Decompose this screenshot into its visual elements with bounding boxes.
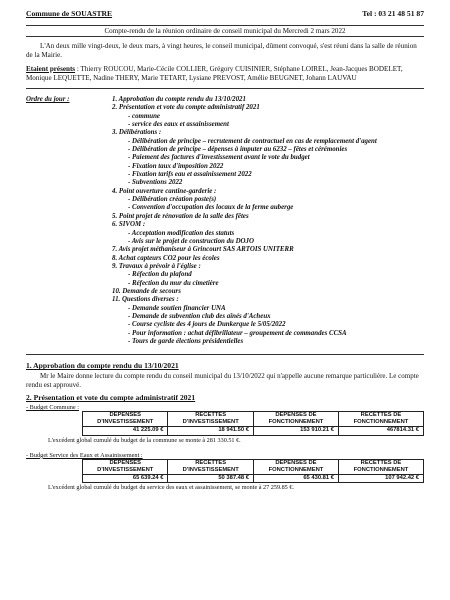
table-cell: 41 225.09 € xyxy=(83,427,168,436)
budget-commune-note: L'excédent global cumulé du budget de la commune se monte à 281 330.51 €. xyxy=(48,436,241,444)
budget-eaux-note: L'excédent global cumulé du budget du service des eaux et assainissement, se monte à 27 259.85 €. xyxy=(48,484,294,492)
budget-eaux-label: - Budget Service des Eaux et Assainissement : xyxy=(26,451,143,459)
budget-eaux-table xyxy=(82,459,424,484)
agenda-item: 2. Présentation et vote du compte administratif 2021 xyxy=(112,104,260,112)
agenda-item: - Demande soutien financier UNA xyxy=(128,304,226,312)
table-header: DEPENSES D'INVESTISSEMENT xyxy=(83,459,168,474)
agenda-item: - Pour information : achat défibrillateur – groupement de commandes CCSA xyxy=(128,329,347,337)
section-1-title-text: 1. Approbation du compte rendu du 13/10/2021 xyxy=(26,361,179,371)
table-header: RECETTES DE FONCTIONNEMENT xyxy=(338,459,423,474)
agenda-item: 1. Approbation du compte rendu du 13/10/2021 xyxy=(112,96,246,103)
agenda-item: - Réfection du plafond xyxy=(128,271,192,279)
table-header: DEPENSES DE FONCTIONNEMENT xyxy=(253,412,338,427)
attendees-names: : Thierry ROUCOU, Marie-Cécile COLLIER, Grégory CUISINIER, Stéphane LOIREL, Jean-Jacques BODELET, Monique LEQUETTE, Nadine THERY, Marie TETART, Lysiane PREVOST, Amélie BEUGNET, Johann LAUVAU xyxy=(26,65,403,82)
table-header: DEPENSES D'INVESTISSEMENT xyxy=(83,412,168,427)
agenda-item: - Fixation tarifs eau et assainissement 2022 xyxy=(128,171,252,179)
section-2-title-text: 2. Présentation et vote du compte administratif 2021 xyxy=(26,393,196,403)
agenda-item: 5. Point projet de rénovation de la salle des fêtes xyxy=(112,212,249,220)
agenda-item: - Tours de garde élections présidentielles xyxy=(128,337,244,345)
agenda-item: 6. SIVOM : xyxy=(112,221,146,229)
intro-paragraph: L'An deux mille vingt-deux, le deux mars, à vingt heures, le conseil municipal, dûment convoqué, s'est réuni dans la salle de réunion de la Mairie. xyxy=(26,42,417,59)
agenda-item: - Délibération création poste(s) xyxy=(128,196,217,204)
budget-commune-table xyxy=(82,411,424,436)
agenda-item: - commune xyxy=(128,112,160,120)
agenda-item: 9. Travaux à prévoir à l'église : xyxy=(112,262,201,270)
table-header: RECETTES D'INVESTISSEMENT xyxy=(168,459,253,474)
table-header: RECETTES D'INVESTISSEMENT xyxy=(168,412,253,427)
agenda-item: - Demande de subvention club des aînés d'Acheux xyxy=(128,312,271,320)
table-header: RECETTES DE FONCTIONNEMENT xyxy=(338,412,423,427)
agenda-item: - Course cycliste des 4 jours de Dunkerque le 5/05/2022 xyxy=(128,321,286,329)
table-cell: 65 430.81 € xyxy=(253,474,338,483)
letterhead xyxy=(26,9,424,18)
commune-name: Commune de SOUASTRE xyxy=(26,9,113,18)
phone-number: Tel : 03 21 48 51 87 xyxy=(362,9,424,18)
agenda-item: - Réfection du mur du cimetière xyxy=(128,279,219,287)
agenda-list xyxy=(112,96,424,346)
agenda-item: - Délibération de principe – dépenses à imputer au 6232 – fêtes et cérémonies xyxy=(128,146,348,154)
divider xyxy=(26,354,424,355)
agenda-item: - Convention d'occupation des locaux de la ferme auberge xyxy=(128,204,294,212)
attendees-paragraph xyxy=(26,65,424,83)
agenda-item: - Avis sur le projet de construction du DOJO xyxy=(128,237,254,245)
section-1-title xyxy=(26,361,424,370)
agenda-item: 8. Achat capteurs CO2 pour les écoles xyxy=(112,254,220,262)
divider xyxy=(26,88,424,89)
document-title: Compte-rendu de la réunion ordinaire de conseil municipal du Mercredi 2 mars 2022 xyxy=(26,25,424,37)
agenda-item: 10. Demande de secours xyxy=(112,287,181,295)
table-cell: 18 941.50 € xyxy=(168,427,253,436)
table-cell: 153 910.21 € xyxy=(253,427,338,436)
agenda-item: - Fixation taux d'imposition 2022 xyxy=(128,162,224,170)
agenda-label: Ordre du jour : xyxy=(26,96,70,103)
table-header: DEPENSES DE FONCTIONNEMENT xyxy=(253,459,338,474)
agenda-item: 3. Délibérations : xyxy=(112,129,162,137)
attendees-label: Etaient présents xyxy=(26,65,76,73)
section-1-text: Mr le Maire donne lecture du compte rendu du conseil municipal du 13/10/2022 qui n'appelle aucune remarque particulière. Le compte rendu est approuvé. xyxy=(26,372,419,389)
budget-commune-label: - Budget Commune : xyxy=(26,404,79,412)
table-cell: 50 387.48 € xyxy=(168,474,253,483)
agenda xyxy=(26,96,424,346)
table-cell: 107 942.42 € xyxy=(338,474,423,483)
agenda-item: 7. Avis projet méthaniseur à Grincourt SAS ARTOIS UNITERR xyxy=(112,246,294,254)
agenda-item: - service des eaux et assainissement xyxy=(128,121,229,129)
section-2-title xyxy=(26,393,424,402)
table-cell: 467814.31 € xyxy=(338,427,423,436)
agenda-item: - Délibération de principe – recrutement de contractuel en cas de remplacement d'agent xyxy=(128,137,377,145)
agenda-item: - Subventions 2022 xyxy=(128,179,183,187)
agenda-item: - Paiement des factures d'investissement avant le vote du budget xyxy=(128,154,310,162)
agenda-item: - Acceptation modification des statuts xyxy=(128,229,235,237)
agenda-item: 4. Point ouverture cantine-garderie : xyxy=(112,187,217,195)
agenda-item: 11. Questions diverses : xyxy=(112,296,179,304)
table-cell: 65 639.24 € xyxy=(83,474,168,483)
